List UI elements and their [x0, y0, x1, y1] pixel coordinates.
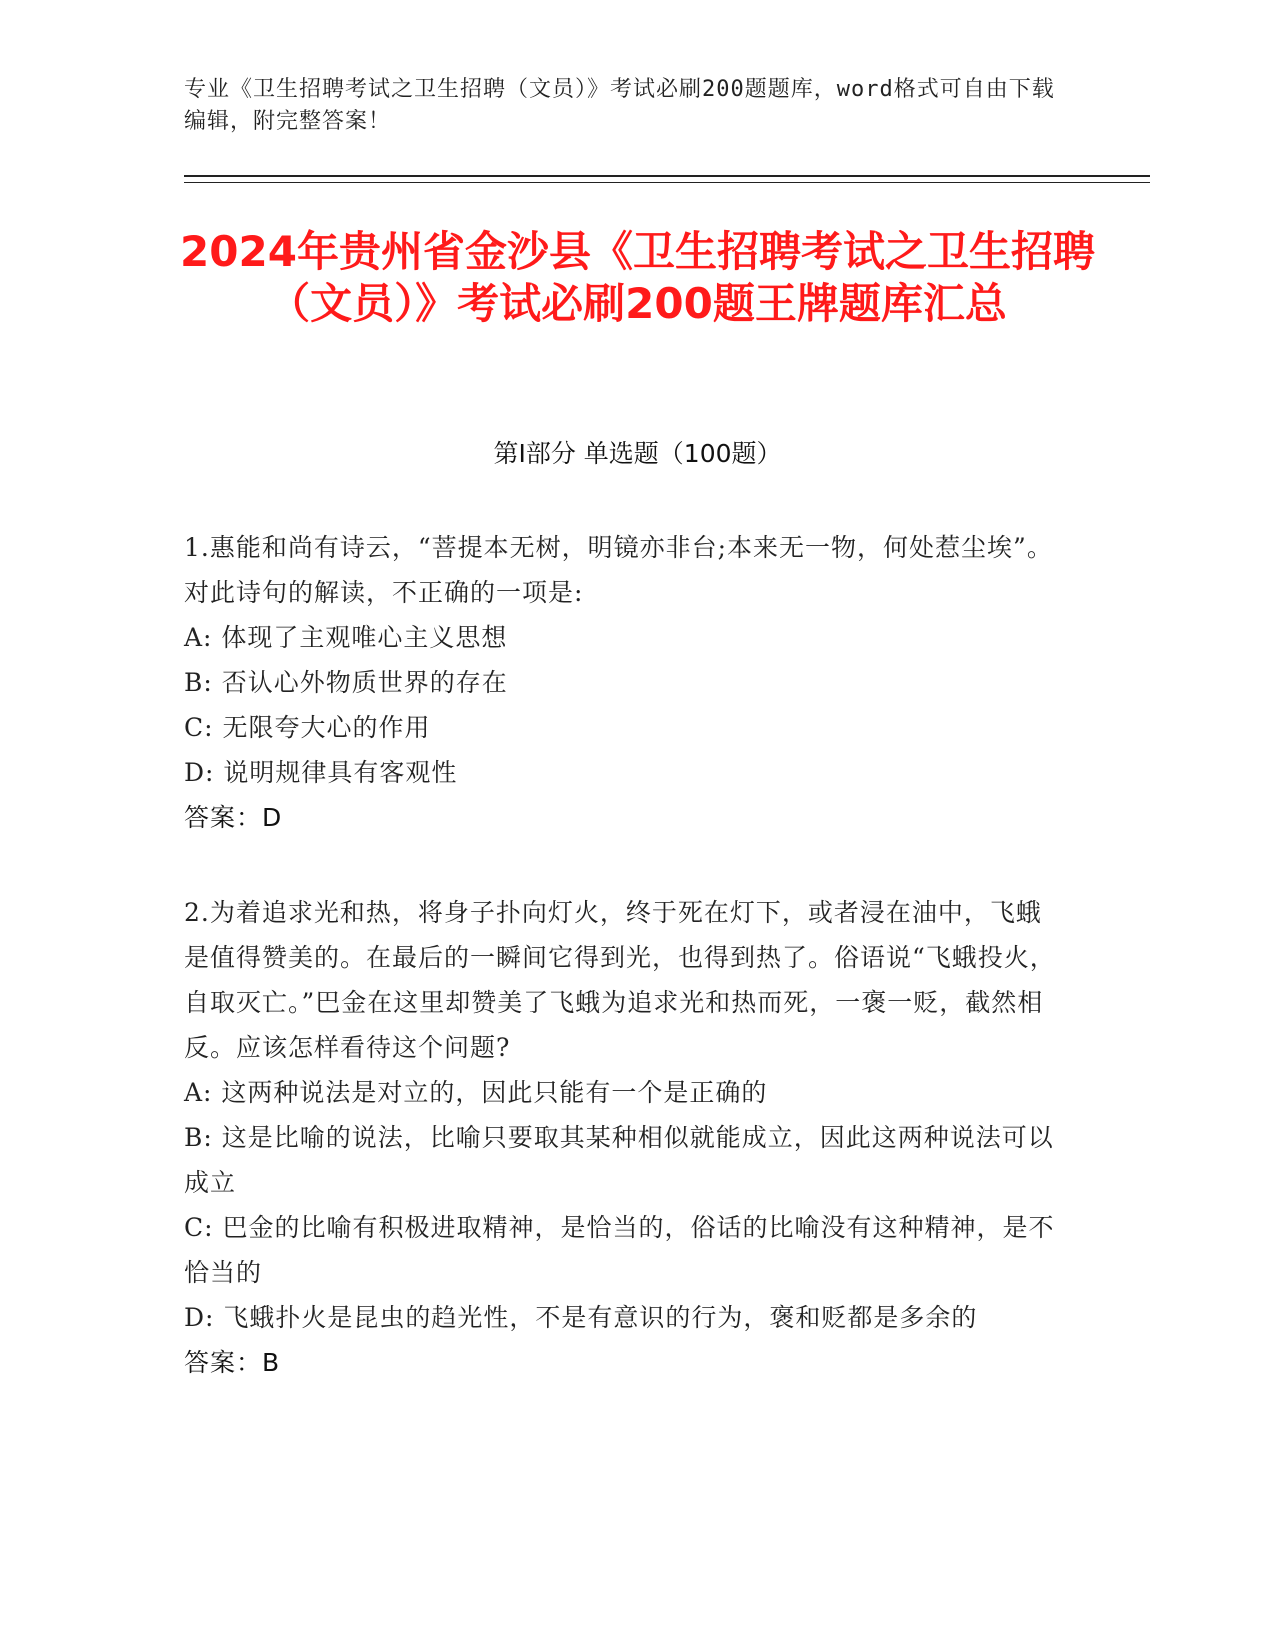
header-divider-thin [184, 182, 1150, 183]
section-heading: 第Ⅰ部分 单选题（100题） [493, 439, 782, 468]
option-c: C: 无限夸大心的作用 [184, 713, 431, 742]
answer-line: 答案：B [184, 1348, 281, 1377]
question-stem: 2.为着追求光和热，将身子扑向灯火，终于死在灯下，或者浸在油中，飞蛾是值得赞美的。在最后的一瞬间它得到光，也得到热了。俗语说“飞蛾投火，自取灭亡。”巴金在这里却赞美了飞蛾为追求光和热而死，一褒一贬，截然相反。应该怎样看待这个问题? [184, 898, 1056, 1062]
option-d: D: 飞蛾扑火是昆虫的趋光性，不是有意识的行为，褒和贬都是多余的 [184, 1303, 978, 1332]
question-stem: 1.惠能和尚有诗云，“菩提本无树，明镜亦非台;本来无一物，何处惹尘埃”。对此诗句的解读，不正确的一项是: [184, 533, 1053, 607]
option-d: D: 说明规律具有客观性 [184, 758, 458, 787]
question-item [184, 525, 1064, 840]
question-item [184, 890, 1064, 1385]
header-note: 专业《卫生招聘考试之卫生招聘（文员）》考试必刷200题题库，word格式可自由下载编辑，附完整答案！ [184, 77, 1055, 134]
option-b: B: 否认心外物质世界的存在 [184, 668, 508, 697]
answer-line: 答案：D [184, 803, 283, 832]
option-a: A: 这两种说法是对立的，因此只能有一个是正确的 [184, 1078, 768, 1107]
option-b: B: 这是比喻的说法，比喻只要取其某种相似就能成立，因此这两种说法可以成立 [184, 1123, 1054, 1197]
option-a: A: 体现了主观唯心主义思想 [184, 623, 508, 652]
header-divider [184, 175, 1150, 177]
option-c: C: 巴金的比喻有积极进取精神，是恰当的，俗话的比喻没有这种精神，是不恰当的 [184, 1213, 1055, 1287]
document-title: 2024年贵州省金沙县《卫生招聘考试之卫生招聘（文员）》考试必刷200题王牌题库汇总 [180, 227, 1095, 328]
